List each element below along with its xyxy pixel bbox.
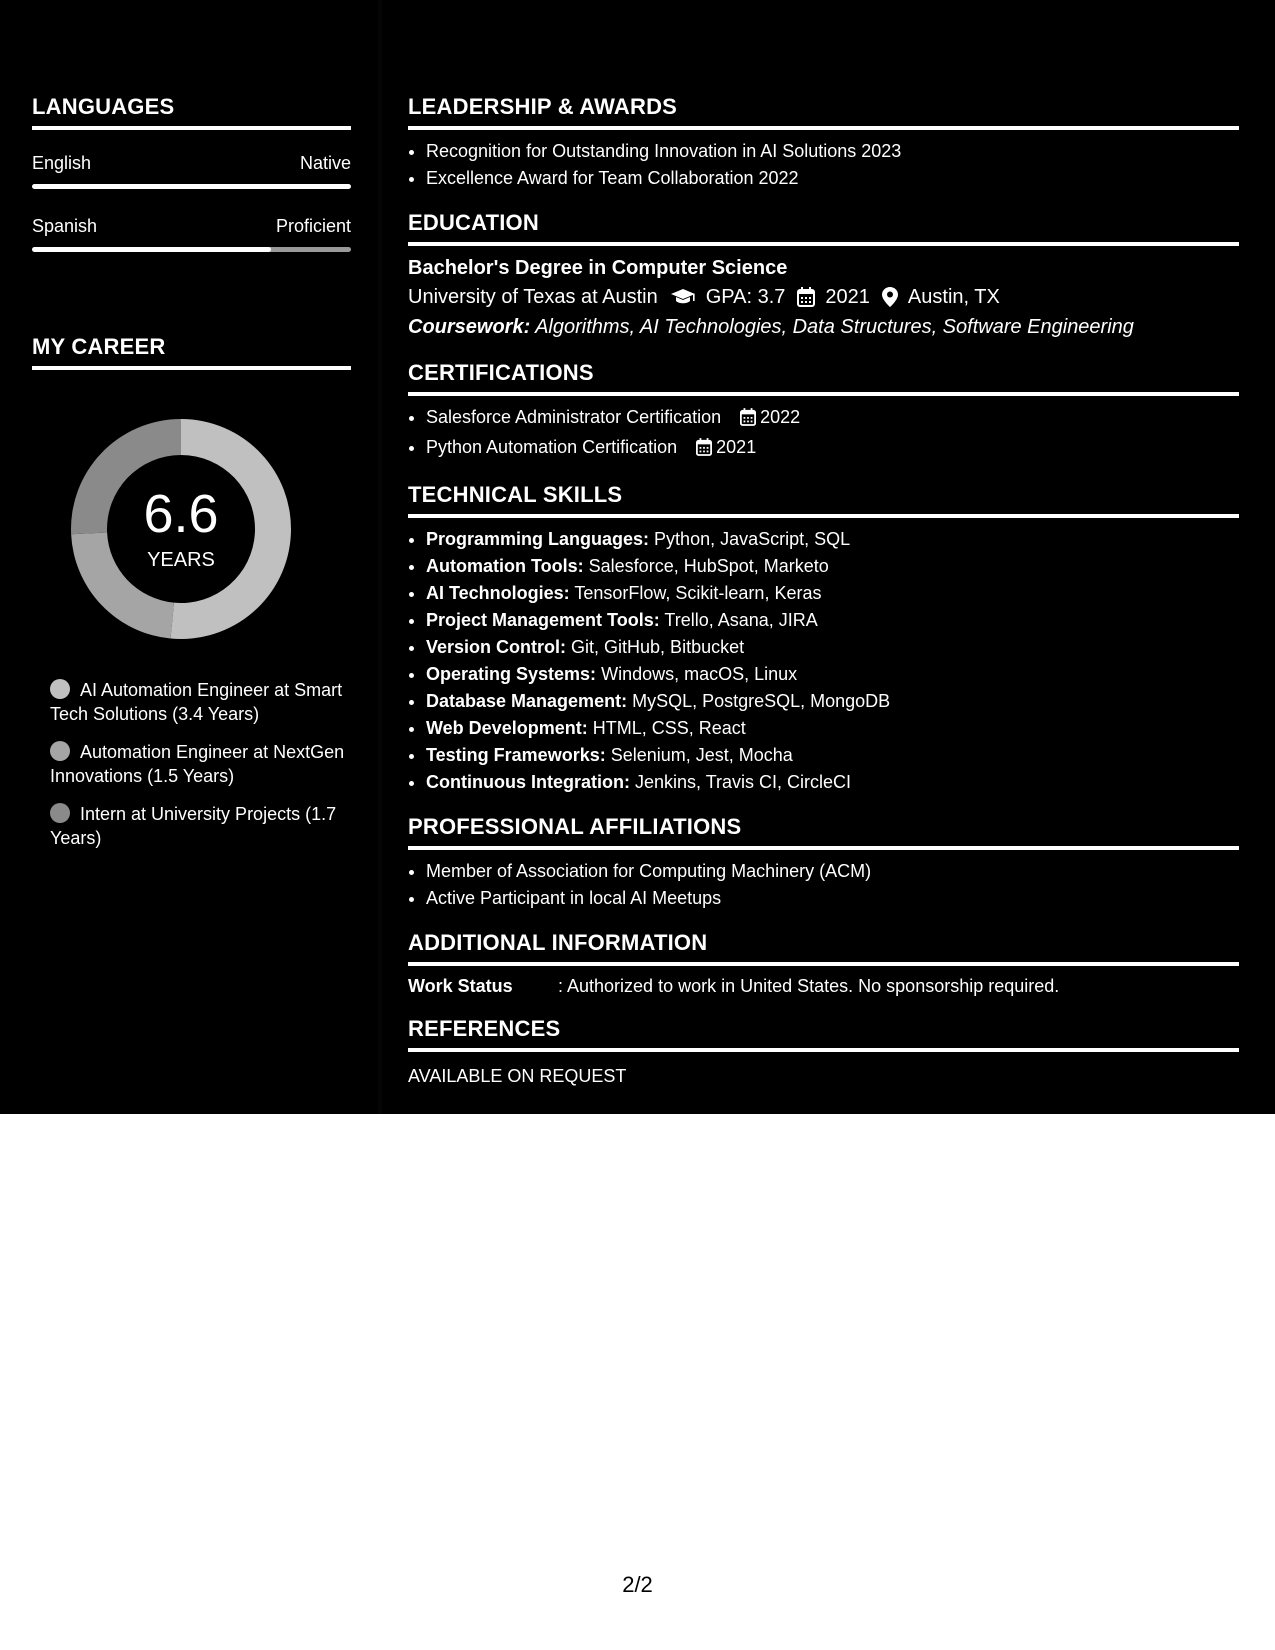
skill-value: Git, GitHub, Bitbucket [571, 637, 745, 657]
certification-year: 2022 [760, 407, 801, 427]
calendar-icon [740, 407, 756, 434]
skill-value: Trello, Asana, JIRA [664, 610, 818, 630]
skill-value: MySQL, PostgreSQL, MongoDB [632, 691, 891, 711]
skill-label: Programming Languages: [426, 529, 650, 549]
career-legend-label: Intern at University Projects (1.7 Years) [50, 804, 337, 848]
languages-title: LANGUAGES [32, 94, 175, 119]
skill-label: Project Management Tools: [426, 610, 660, 630]
list-item [426, 661, 1239, 688]
page-number: 2/2 [622, 1572, 653, 1597]
list-item: • Excellence Award for Team Collaboration 2022 [426, 165, 1239, 192]
skill-value: Python, JavaScript, SQL [654, 529, 851, 549]
section-rule [408, 126, 1239, 130]
graduation-cap-icon [670, 288, 696, 306]
section-rule [408, 1048, 1239, 1052]
certification-name: Python Automation Certification [426, 437, 678, 457]
references-text: AVAILABLE ON REQUEST [408, 1066, 627, 1086]
section-rule [408, 962, 1239, 966]
certifications-title: CERTIFICATIONS [408, 360, 594, 385]
career-title: MY CAREER [32, 334, 166, 359]
list-item: • Member of Association for Computing Machinery (ACM) [426, 858, 1239, 885]
section-rule [408, 392, 1239, 396]
education-section [408, 210, 1239, 342]
donut-center [66, 414, 296, 644]
list-item [426, 742, 1239, 769]
references-title: REFERENCES [408, 1016, 561, 1041]
list-item [426, 688, 1239, 715]
section-rule [32, 366, 351, 370]
skill-label: Operating Systems: [426, 664, 597, 684]
career-legend [50, 678, 350, 850]
section-rule [408, 514, 1239, 518]
list-item [426, 769, 1239, 796]
career-total-unit: YEARS [147, 549, 215, 571]
right-column [408, 94, 1239, 1088]
affiliations-list [408, 858, 1239, 912]
skill-value: Jenkins, Travis CI, CircleCI [634, 772, 852, 792]
education-title: EDUCATION [408, 210, 539, 235]
list-item [426, 434, 1239, 464]
list-item [426, 715, 1239, 742]
coursework-label: Coursework: [408, 316, 531, 338]
language-name: Spanish [32, 216, 98, 236]
skill-value: TensorFlow, Scikit-learn, Keras [574, 583, 822, 603]
language-bar [32, 247, 351, 252]
list-item [426, 607, 1239, 634]
section-rule [408, 846, 1239, 850]
language-bar-fill [32, 184, 351, 189]
language-level: Native [299, 153, 351, 173]
work-status-value: : Authorized to work in United States. No sponsorship required. [558, 976, 1060, 996]
language-row [32, 215, 351, 252]
affiliations-section [408, 814, 1239, 912]
calendar-icon [797, 287, 815, 307]
language-row [32, 152, 351, 189]
coursework-value: Algorithms, AI Technologies, Data Structures, Software Engineering [535, 316, 1134, 338]
work-status-row [408, 974, 1239, 998]
language-level: Proficient [275, 216, 351, 236]
certification-year: 2021 [716, 437, 757, 457]
calendar-icon [696, 437, 712, 464]
education-degree: Bachelor's Degree in Computer Science [408, 257, 788, 279]
location-pin-icon [882, 287, 898, 307]
certifications-list [408, 404, 1239, 464]
education-year: 2021 [825, 286, 870, 308]
legend-dot-icon [50, 679, 70, 699]
skill-value: Windows, macOS, Linux [601, 664, 798, 684]
career-donut-chart [66, 414, 296, 644]
list-item [426, 553, 1239, 580]
leadership-title: LEADERSHIP & AWARDS [408, 94, 678, 119]
language-bar-fill [32, 247, 271, 252]
career-legend-label: Automation Engineer at NextGen Innovations (1.5 Years) [50, 742, 345, 786]
list-item [426, 404, 1239, 434]
education-location: Austin, TX [907, 286, 1000, 308]
list-item [426, 526, 1239, 553]
skill-label: Web Development: [426, 718, 588, 738]
career-legend-item [50, 802, 350, 850]
skill-label: Continuous Integration: [426, 772, 630, 792]
references-section [408, 1016, 1239, 1088]
skills-list [408, 526, 1239, 796]
education-gpa: GPA: 3.7 [705, 286, 786, 308]
certification-name: Salesforce Administrator Certification [426, 407, 722, 427]
skill-value: Selenium, Jest, Mocha [610, 745, 793, 765]
affiliations-title: PROFESSIONAL AFFILIATIONS [408, 814, 742, 839]
leadership-list [408, 138, 1239, 192]
list-item: • Recognition for Outstanding Innovation in AI Solutions 2023 [426, 138, 1239, 165]
additional-info-title: ADDITIONAL INFORMATION [408, 930, 708, 955]
list-item [426, 580, 1239, 607]
additional-info-section [408, 930, 1239, 998]
skill-label: Version Control: [426, 637, 567, 657]
left-column [32, 94, 351, 848]
list-item: • Active Participant in local AI Meetups [426, 885, 1239, 912]
section-rule [32, 126, 351, 130]
education-school: University of Texas at Austin [408, 286, 658, 308]
work-status-label: Work Status [408, 976, 513, 996]
skills-title: TECHNICAL SKILLS [408, 482, 623, 507]
language-bar [32, 184, 351, 189]
languages-section [32, 94, 351, 252]
skills-section [408, 482, 1239, 796]
skill-label: Testing Frameworks: [426, 745, 606, 765]
education-details [408, 282, 1239, 312]
leadership-section [408, 94, 1239, 192]
education-coursework [408, 312, 1239, 342]
section-rule [408, 242, 1239, 246]
career-legend-item [50, 740, 350, 788]
skill-value: Salesforce, HubSpot, Marketo [588, 556, 829, 576]
skill-value: HTML, CSS, React [592, 718, 746, 738]
legend-dot-icon [50, 741, 70, 761]
language-name: English [32, 153, 92, 173]
skill-label: Database Management: [426, 691, 628, 711]
column-divider [378, 0, 382, 1114]
list-item [426, 634, 1239, 661]
career-legend-label: AI Automation Engineer at Smart Tech Solutions (3.4 Years) [50, 680, 343, 724]
certifications-section [408, 360, 1239, 464]
career-legend-item [50, 678, 350, 726]
career-section [32, 334, 351, 864]
legend-dot-icon [50, 803, 70, 823]
career-total-years: 6.6 [143, 484, 219, 544]
skill-label: AI Technologies: [426, 583, 570, 603]
skill-label: Automation Tools: [426, 556, 584, 576]
